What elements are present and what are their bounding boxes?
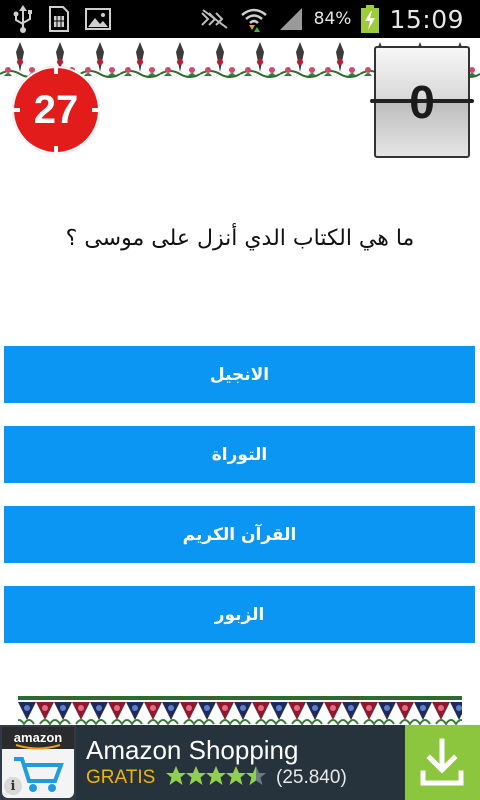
- question-text: ما هي الكتاب الدي أنزل على موسى ؟: [65, 226, 415, 251]
- status-bar: [0, 0, 480, 38]
- ad-banner[interactable]: [0, 725, 480, 800]
- download-button[interactable]: [405, 725, 480, 800]
- sim-card-icon: [48, 5, 70, 33]
- wifi-icon: [240, 5, 268, 33]
- decorative-border-bottom: [0, 690, 480, 728]
- signal-icon: [278, 6, 304, 32]
- info-icon[interactable]: i: [4, 777, 22, 795]
- answer-button-3[interactable]: القرآن الكريم: [4, 506, 475, 563]
- answer-button-2[interactable]: التوراة: [4, 426, 475, 483]
- ad-price-label: GRATIS: [86, 767, 156, 788]
- timer-value: 27: [33, 87, 79, 132]
- score-counter: [374, 46, 470, 158]
- answer-button-1[interactable]: الانجيل: [4, 346, 475, 403]
- star-icon: [166, 766, 186, 785]
- battery-icon: [361, 5, 379, 33]
- image-icon: [84, 6, 112, 32]
- rating-stars: [166, 765, 266, 787]
- amazon-logo-text: amazon: [13, 730, 63, 745]
- ad-title: Amazon Shopping: [86, 735, 299, 765]
- download-icon: [405, 725, 480, 800]
- status-bar-system: [200, 2, 464, 36]
- countdown-timer: [12, 66, 100, 154]
- answer-button-4[interactable]: الزبور: [4, 586, 475, 643]
- status-bar-notifications: [12, 5, 112, 33]
- star-icon: [186, 766, 206, 785]
- clock: 15:09: [389, 4, 464, 34]
- score-value: 0: [409, 76, 435, 128]
- battery-percent: 84%: [313, 9, 352, 29]
- usb-icon: [12, 5, 34, 33]
- ad-rating-count: (25.840): [276, 767, 347, 788]
- star-icon: [226, 766, 246, 785]
- star-icon: [206, 766, 226, 785]
- mute-icon: [200, 7, 230, 31]
